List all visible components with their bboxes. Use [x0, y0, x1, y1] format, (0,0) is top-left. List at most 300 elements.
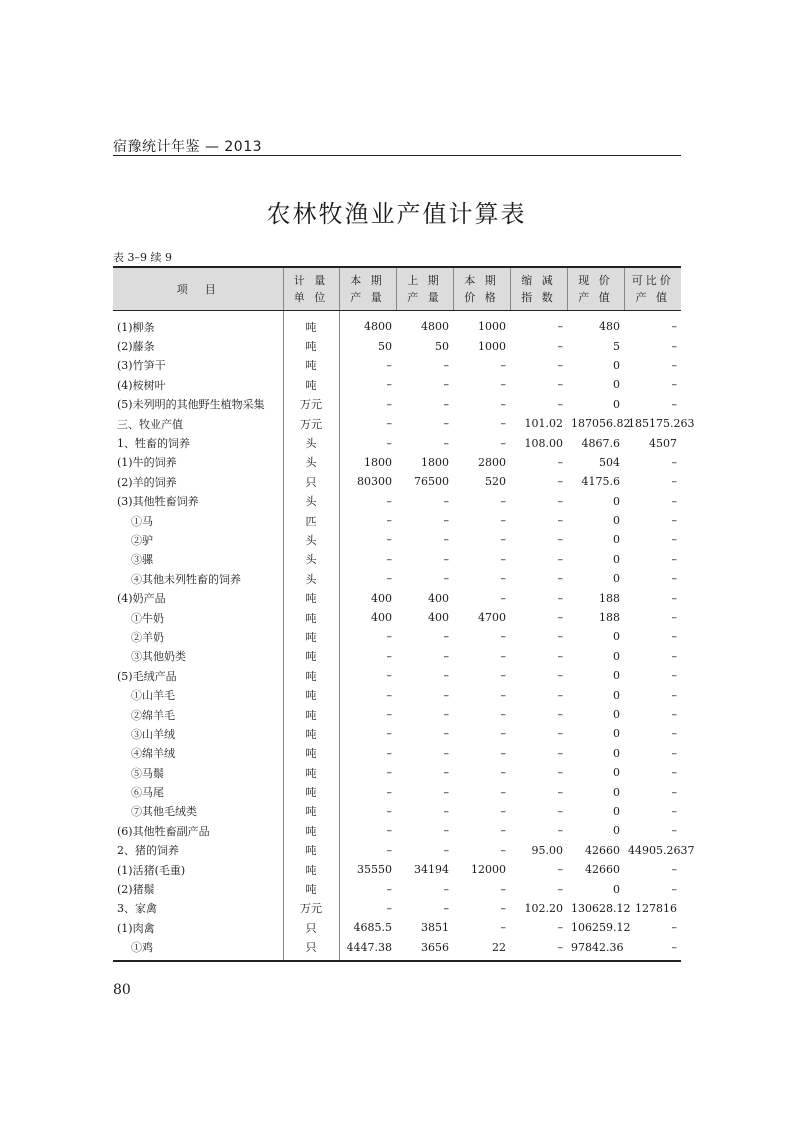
current-output-cell: 80300	[357, 475, 392, 489]
current-value-cell: 5	[613, 339, 620, 353]
current-value-cell: 0	[613, 708, 620, 721]
deflator-cell: –	[557, 669, 563, 683]
price-cell: –	[500, 669, 506, 683]
current-output-cell: 4800	[364, 320, 392, 334]
price-cell: –	[500, 921, 506, 935]
current-output-cell: –	[386, 843, 392, 857]
comparable-value-cell: –	[671, 572, 677, 586]
comparable-value-cell: –	[671, 591, 677, 605]
comparable-value-cell: –	[671, 746, 677, 760]
current-output-cell: 50	[378, 339, 392, 353]
item-cell: ②绵羊毛	[131, 708, 175, 722]
comparable-value-cell: –	[671, 882, 677, 896]
deflator-cell: –	[557, 785, 563, 799]
deflator-cell: –	[557, 378, 563, 392]
item-cell: ②羊奶	[131, 630, 164, 644]
current-output-cell: 4447.38	[339, 938, 396, 961]
current-value-cell: 4175.6	[581, 475, 620, 489]
item-cell: (1)肉禽	[117, 921, 155, 935]
unit-cell: 吨	[283, 841, 339, 860]
table-row	[113, 899, 681, 918]
item-cell: 3、家禽	[117, 902, 157, 916]
current-output-cell: –	[386, 572, 392, 586]
item-cell: ①鸡	[113, 938, 283, 961]
deflator-cell: –	[557, 708, 563, 721]
comparable-value-cell: 127816	[635, 901, 677, 915]
comparable-value-cell: –	[671, 514, 677, 528]
comparable-value-cell: –	[671, 475, 677, 489]
price-cell: –	[500, 727, 506, 741]
current-output-cell: –	[386, 824, 392, 838]
item-cell: ①马	[131, 514, 153, 528]
deflator-cell: 102.20	[524, 901, 563, 915]
previous-output-cell: –	[443, 417, 449, 431]
price-cell: –	[500, 843, 506, 857]
table-row	[113, 569, 681, 588]
price-cell: –	[500, 533, 506, 547]
unit-cell: 吨	[283, 685, 339, 704]
item-cell: (2)藤条	[117, 340, 155, 354]
comparable-value-cell: –	[671, 921, 677, 935]
col-header-current-output: 本 期 产 量	[339, 267, 396, 311]
current-value-cell: 0	[613, 572, 620, 586]
unit-cell: 吨	[283, 666, 339, 685]
price-cell: –	[500, 514, 506, 528]
unit-cell: 头	[283, 433, 339, 452]
price-cell: 4700	[478, 611, 506, 625]
item-cell: 2、猪的饲养	[117, 844, 179, 858]
current-value-cell: 0	[613, 824, 620, 838]
price-cell: 22	[453, 938, 510, 961]
deflator-cell: –	[557, 649, 563, 663]
current-output-cell: –	[386, 901, 392, 915]
comparable-value-cell: –	[671, 378, 677, 392]
current-value-cell: 42660	[585, 843, 620, 857]
item-cell: (5)毛绒产品	[117, 669, 177, 683]
comparable-value-cell: –	[671, 630, 677, 644]
current-value-cell: 0	[613, 630, 620, 644]
item-cell: ③其他奶类	[131, 650, 186, 664]
table-row	[113, 802, 681, 821]
unit-cell: 头	[283, 569, 339, 588]
deflator-cell: 95.00	[531, 843, 563, 857]
table-row	[113, 724, 681, 743]
current-output-cell: –	[386, 746, 392, 760]
unit-cell: 只	[283, 472, 339, 491]
col-header-unit: 计 量 单 位	[283, 267, 339, 311]
item-cell: (4)奶产品	[117, 592, 166, 606]
unit-cell: 吨	[283, 336, 339, 355]
table-row	[113, 685, 681, 704]
price-cell: –	[500, 708, 506, 721]
current-value-cell: 0	[613, 804, 620, 818]
table-row	[113, 550, 681, 569]
table-header-row	[113, 267, 681, 311]
comparable-value-cell: –	[671, 397, 677, 411]
price-cell: –	[500, 417, 506, 431]
deflator-cell: –	[557, 688, 563, 702]
comparable-value-cell: –	[671, 688, 677, 702]
previous-output-cell: –	[443, 766, 449, 780]
deflator-cell: 108.00	[524, 436, 563, 450]
item-cell: (3)其他牲畜饲养	[117, 495, 199, 509]
header-rule	[113, 155, 681, 156]
item-cell: 三、牧业产值	[117, 417, 183, 431]
price-cell: –	[500, 494, 506, 508]
price-cell: –	[500, 552, 506, 566]
table-row	[113, 530, 681, 549]
deflator-cell: –	[557, 630, 563, 644]
previous-output-cell: –	[443, 397, 449, 411]
current-output-cell: –	[386, 436, 392, 450]
comparable-value-cell: 44905.2637	[628, 843, 695, 857]
table-row	[113, 627, 681, 646]
item-cell: (2)羊的饲养	[117, 475, 177, 489]
previous-output-cell: 76500	[414, 475, 449, 489]
price-cell: 2800	[478, 455, 506, 469]
current-value-cell: 0	[613, 378, 620, 392]
item-cell: ④绵羊绒	[131, 747, 175, 761]
col-header-previous-output: 上 期 产 量	[396, 267, 453, 311]
deflator-cell: –	[557, 533, 563, 547]
table-row	[113, 492, 681, 511]
table-row	[113, 472, 681, 491]
comparable-value-cell: –	[671, 611, 677, 625]
deflator-cell: –	[510, 938, 567, 961]
current-value-cell: 0	[613, 785, 620, 799]
previous-output-cell: 3851	[421, 921, 449, 935]
table-row	[113, 860, 681, 879]
unit-cell: 万元	[283, 899, 339, 918]
item-cell: (5)未列明的其他野生植物采集	[117, 398, 265, 412]
page-title: 农林牧渔业产值计算表	[266, 200, 527, 228]
deflator-cell: –	[557, 746, 563, 760]
current-value-cell: 480	[599, 320, 620, 334]
price-cell: –	[500, 358, 506, 372]
deflator-cell: –	[557, 475, 563, 489]
previous-output-cell: –	[443, 649, 449, 663]
comparable-value-cell: –	[671, 669, 677, 683]
comparable-value-cell: 185175.263	[628, 417, 695, 431]
unit-cell: 吨	[283, 647, 339, 666]
deflator-cell: –	[557, 455, 563, 469]
current-value-cell: 187056.82	[571, 417, 631, 431]
unit-cell: 吨	[283, 356, 339, 375]
table-row	[113, 395, 681, 414]
table-row	[113, 647, 681, 666]
unit-cell: 吨	[283, 821, 339, 840]
current-value-cell: 0	[613, 766, 620, 780]
price-cell: –	[500, 804, 506, 818]
previous-output-cell: –	[443, 882, 449, 896]
table-row	[113, 841, 681, 860]
current-output-cell: 4685.5	[353, 921, 392, 935]
table-row	[113, 511, 681, 530]
table-row	[113, 938, 681, 961]
current-output-cell: –	[386, 708, 392, 721]
current-output-cell: –	[386, 785, 392, 799]
current-output-cell: –	[386, 494, 392, 508]
item-cell: ⑤马鬃	[131, 766, 164, 780]
deflator-cell: –	[557, 358, 563, 372]
previous-output-cell: –	[443, 494, 449, 508]
current-value-cell: 504	[599, 455, 620, 469]
comparable-value-cell: –	[671, 533, 677, 547]
table-row	[113, 705, 681, 724]
deflator-cell: –	[557, 339, 563, 353]
col-header-current-value: 现 价 产 值	[567, 267, 624, 311]
table-row	[113, 336, 681, 355]
table-row	[113, 311, 681, 337]
deflator-cell: –	[557, 863, 563, 877]
unit-cell: 吨	[283, 860, 339, 879]
current-output-cell: –	[386, 688, 392, 702]
previous-output-cell: –	[443, 901, 449, 915]
item-cell: (6)其他牲畜副产品	[117, 824, 210, 838]
item-cell: (1)活猪(毛重)	[117, 863, 186, 877]
table-row	[113, 744, 681, 763]
current-value-cell: 188	[599, 611, 620, 625]
unit-cell: 吨	[283, 608, 339, 627]
unit-cell: 吨	[283, 724, 339, 743]
current-value-cell: 130628.12	[571, 901, 631, 915]
previous-output-cell: –	[443, 436, 449, 450]
current-value-cell: 0	[613, 882, 620, 896]
table-row	[113, 375, 681, 394]
item-cell: (2)猪鬃	[117, 883, 155, 897]
price-cell: –	[500, 901, 506, 915]
item-cell: (1)柳条	[117, 320, 155, 334]
item-cell: ⑦其他毛绒类	[131, 805, 197, 819]
table-row	[113, 588, 681, 607]
price-cell: –	[500, 824, 506, 838]
unit-cell: 吨	[283, 705, 339, 724]
deflator-cell: –	[557, 591, 563, 605]
price-cell: –	[500, 436, 506, 450]
current-output-cell: –	[386, 378, 392, 392]
table-row	[113, 414, 681, 433]
price-cell: –	[500, 397, 506, 411]
current-output-cell: –	[386, 514, 392, 528]
price-cell: 520	[485, 475, 506, 489]
unit-cell: 吨	[283, 627, 339, 646]
unit-cell: 吨	[283, 879, 339, 898]
item-cell: ①牛奶	[131, 611, 164, 625]
previous-output-cell: –	[443, 358, 449, 372]
current-output-cell: –	[386, 649, 392, 663]
previous-output-cell: 400	[428, 591, 449, 605]
item-cell: ④其他未列牲畜的饲养	[131, 572, 241, 586]
comparable-value-cell: –	[671, 494, 677, 508]
previous-output-cell: –	[443, 708, 449, 721]
current-output-cell: 35550	[357, 863, 392, 877]
unit-cell: 头	[283, 492, 339, 511]
current-value-cell: 0	[613, 727, 620, 741]
previous-output-cell: –	[443, 669, 449, 683]
comparable-value-cell: –	[671, 824, 677, 838]
price-cell: –	[500, 688, 506, 702]
previous-output-cell: 3656	[396, 938, 453, 961]
current-output-cell: –	[386, 552, 392, 566]
unit-cell: 吨	[283, 311, 339, 337]
table-row	[113, 453, 681, 472]
current-value-cell: 0	[613, 649, 620, 663]
deflator-cell: –	[557, 572, 563, 586]
current-value-cell: 188	[599, 591, 620, 605]
current-output-cell: –	[386, 804, 392, 818]
current-output-cell: 1800	[364, 455, 392, 469]
previous-output-cell: –	[443, 552, 449, 566]
price-cell: –	[500, 630, 506, 644]
previous-output-cell: –	[443, 843, 449, 857]
comparable-value-cell: –	[671, 455, 677, 469]
current-value-cell: 0	[613, 533, 620, 547]
item-cell: ②驴	[131, 533, 153, 547]
table-row	[113, 821, 681, 840]
current-value-cell: 42660	[585, 863, 620, 877]
unit-cell: 只	[283, 918, 339, 937]
price-cell: –	[500, 882, 506, 896]
current-value-cell: 4867.6	[581, 436, 620, 450]
current-output-cell: –	[386, 669, 392, 683]
current-output-cell: –	[386, 766, 392, 780]
previous-output-cell: 50	[435, 339, 449, 353]
table-row	[113, 918, 681, 937]
previous-output-cell: –	[443, 824, 449, 838]
current-value-cell: 0	[613, 514, 620, 528]
previous-output-cell: –	[443, 746, 449, 760]
deflator-cell: –	[557, 921, 563, 935]
price-cell: –	[500, 649, 506, 663]
item-cell: 1、牲畜的饲养	[117, 437, 190, 451]
item-cell: (3)竹笋干	[117, 359, 166, 373]
current-output-cell: –	[386, 882, 392, 896]
unit-cell: 吨	[283, 782, 339, 801]
comparable-value-cell: –	[671, 708, 677, 721]
unit-cell: 吨	[283, 375, 339, 394]
table-row	[113, 666, 681, 685]
table-row	[113, 782, 681, 801]
table-row	[113, 763, 681, 782]
table-row	[113, 879, 681, 898]
current-output-cell: –	[386, 630, 392, 644]
item-cell: ⑥马尾	[131, 786, 164, 800]
deflator-cell: –	[557, 882, 563, 896]
comparable-value-cell: –	[671, 785, 677, 799]
price-cell: –	[500, 746, 506, 760]
page-number: 80	[113, 982, 131, 998]
col-header-current-price: 本 期 价 格	[453, 267, 510, 311]
current-value-cell: 0	[613, 746, 620, 760]
item-cell: ③骡	[131, 553, 153, 567]
previous-output-cell: –	[443, 533, 449, 547]
current-value-cell: 97842.36	[567, 938, 624, 961]
comparable-value-cell: –	[671, 339, 677, 353]
current-value-cell: 0	[613, 397, 620, 411]
current-output-cell: –	[386, 727, 392, 741]
current-output-cell: –	[386, 417, 392, 431]
comparable-value-cell: –	[671, 552, 677, 566]
unit-cell: 头	[283, 550, 339, 569]
unit-cell: 匹	[283, 511, 339, 530]
deflator-cell: –	[557, 804, 563, 818]
item-cell: ①山羊毛	[131, 689, 175, 703]
deflator-cell: 101.02	[524, 417, 563, 431]
price-cell: –	[500, 572, 506, 586]
current-value-cell: 0	[613, 358, 620, 372]
deflator-cell: –	[557, 727, 563, 741]
unit-cell: 万元	[283, 395, 339, 414]
comparable-value-cell: –	[671, 727, 677, 741]
current-value-cell: 0	[613, 552, 620, 566]
current-output-cell: –	[386, 397, 392, 411]
previous-output-cell: –	[443, 688, 449, 702]
deflator-cell: –	[557, 552, 563, 566]
table-row	[113, 433, 681, 452]
comparable-value-cell: –	[671, 766, 677, 780]
table-label: 表 3–9 续 9	[113, 251, 172, 264]
price-cell: 1000	[478, 320, 506, 334]
col-header-comparable-value: 可比价 产 值	[624, 267, 681, 311]
deflator-cell: –	[557, 320, 563, 334]
comparable-value-cell: –	[671, 649, 677, 663]
price-cell: 1000	[478, 339, 506, 353]
price-cell: –	[500, 785, 506, 799]
comparable-value-cell: 4507	[649, 436, 677, 450]
item-cell: (1)牛的饲养	[117, 456, 177, 470]
table-row	[113, 356, 681, 375]
previous-output-cell: –	[443, 378, 449, 392]
price-cell: –	[500, 766, 506, 780]
unit-cell: 万元	[283, 414, 339, 433]
comparable-value-cell: –	[624, 938, 681, 961]
col-header-deflator: 缩 减 指 数	[510, 267, 567, 311]
production-value-table	[113, 266, 695, 962]
deflator-cell: –	[557, 397, 563, 411]
unit-cell: 头	[283, 530, 339, 549]
deflator-cell: –	[557, 494, 563, 508]
comparable-value-cell: –	[671, 863, 677, 877]
deflator-cell: –	[557, 824, 563, 838]
unit-cell: 头	[283, 453, 339, 472]
unit-cell: 只	[283, 938, 339, 961]
previous-output-cell: –	[443, 804, 449, 818]
current-value-cell: 0	[613, 688, 620, 702]
current-value-cell: 0	[613, 494, 620, 508]
comparable-value-cell: –	[671, 358, 677, 372]
table-row	[113, 608, 681, 627]
unit-cell: 吨	[283, 802, 339, 821]
deflator-cell: –	[557, 514, 563, 528]
price-cell: 12000	[471, 863, 506, 877]
previous-output-cell: –	[443, 785, 449, 799]
col-header-item: 项 目	[113, 267, 283, 311]
unit-cell: 吨	[283, 744, 339, 763]
current-output-cell: –	[386, 533, 392, 547]
comparable-value-cell: –	[671, 804, 677, 818]
price-cell: –	[500, 378, 506, 392]
item-cell: ③山羊绒	[131, 727, 175, 741]
previous-output-cell: –	[443, 727, 449, 741]
current-output-cell: 400	[371, 611, 392, 625]
running-head: 宿豫统计年鉴 — 2013	[113, 139, 263, 155]
previous-output-cell: 34194	[414, 863, 449, 877]
comparable-value-cell: –	[671, 320, 677, 334]
current-value-cell: 106259.12	[571, 921, 631, 935]
previous-output-cell: –	[443, 572, 449, 586]
price-cell: –	[500, 591, 506, 605]
previous-output-cell: –	[443, 514, 449, 528]
